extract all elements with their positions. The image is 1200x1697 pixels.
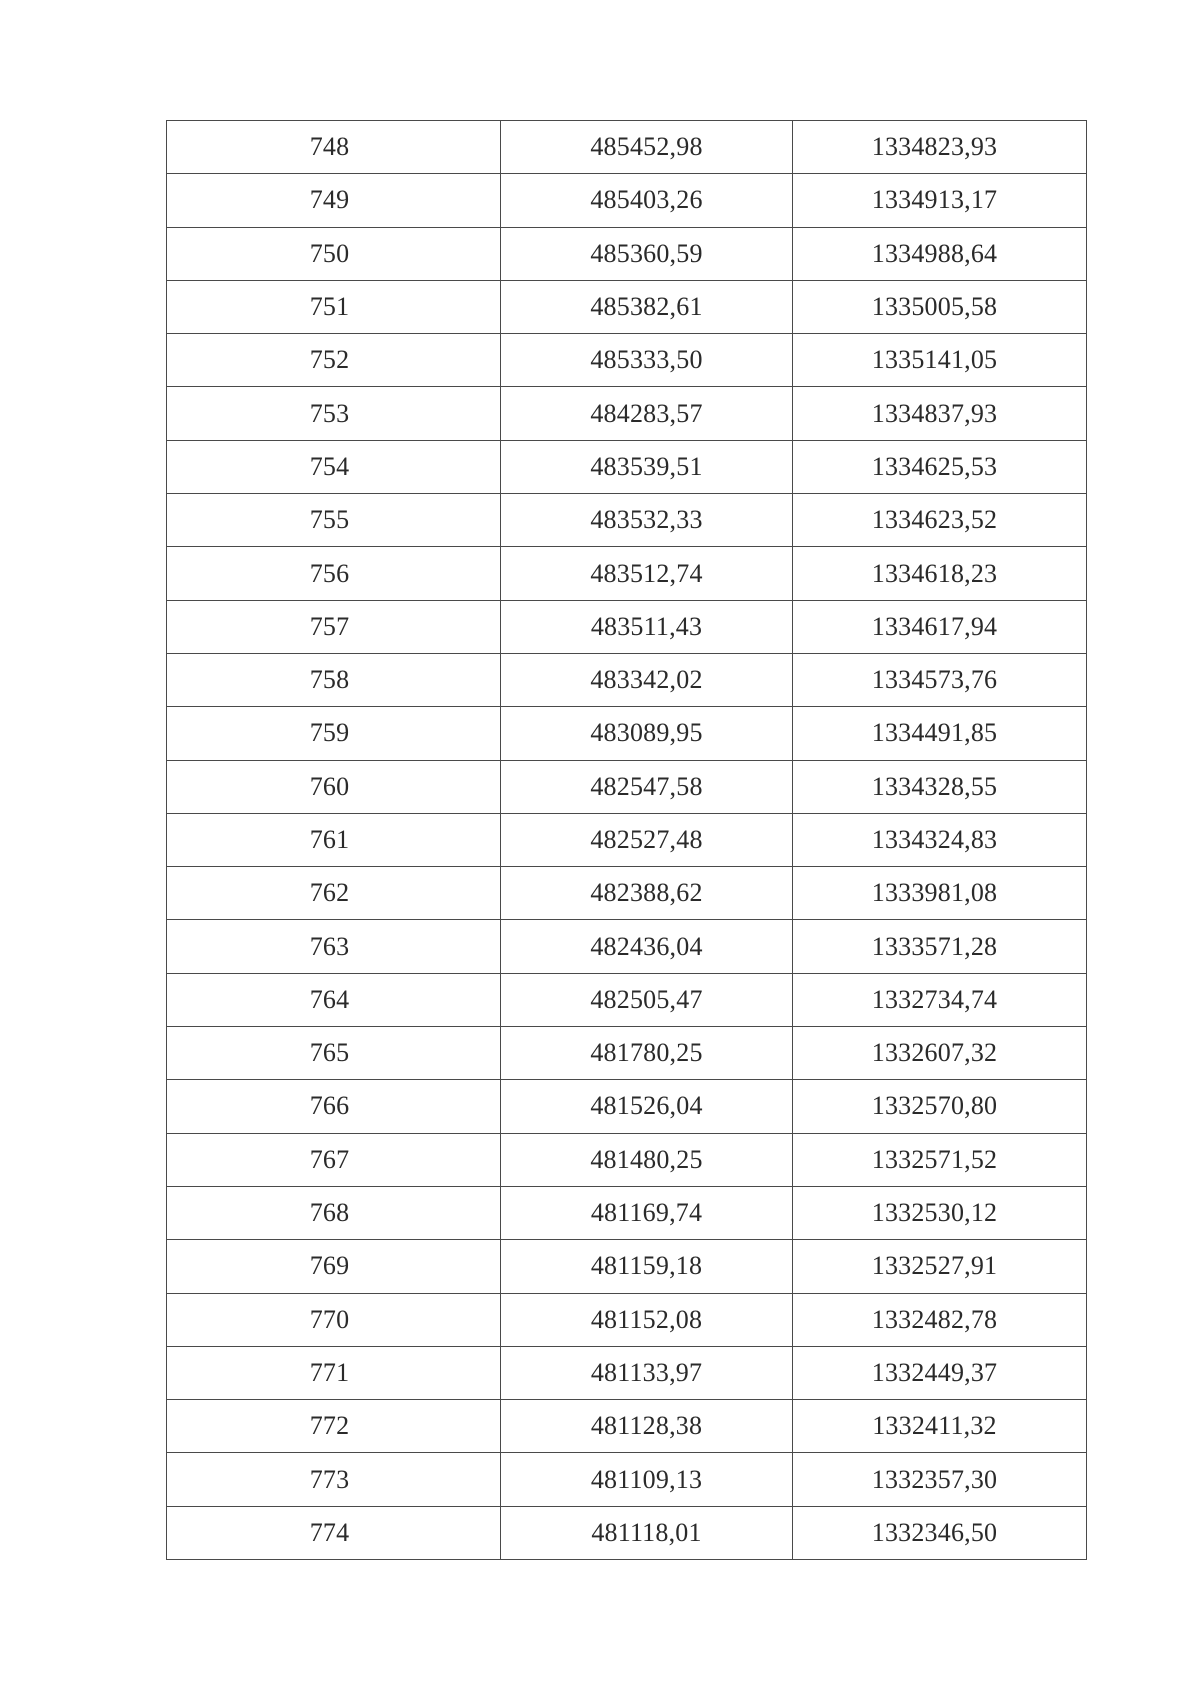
point-number-cell: 757	[167, 600, 501, 653]
x-coordinate-cell: 483532,33	[501, 494, 793, 547]
table-row	[167, 1133, 1087, 1186]
x-coordinate-cell: 481159,18	[501, 1240, 793, 1293]
table-row	[167, 227, 1087, 280]
y-coordinate-cell: 1333571,28	[793, 920, 1087, 973]
y-coordinate-cell: 1332527,91	[793, 1240, 1087, 1293]
y-coordinate-cell: 1332346,50	[793, 1506, 1087, 1559]
point-number-cell: 768	[167, 1186, 501, 1239]
x-coordinate-cell: 482547,58	[501, 760, 793, 813]
point-number-cell: 774	[167, 1506, 501, 1559]
y-coordinate-cell: 1332570,80	[793, 1080, 1087, 1133]
x-coordinate-cell: 484283,57	[501, 387, 793, 440]
y-coordinate-cell: 1333981,08	[793, 867, 1087, 920]
table-row	[167, 653, 1087, 706]
y-coordinate-cell: 1334324,83	[793, 813, 1087, 866]
table-row	[167, 1186, 1087, 1239]
x-coordinate-cell: 481152,08	[501, 1293, 793, 1346]
table-row	[167, 1400, 1087, 1453]
table-row	[167, 280, 1087, 333]
x-coordinate-cell: 485452,98	[501, 121, 793, 174]
table-row	[167, 1346, 1087, 1399]
point-number-cell: 765	[167, 1027, 501, 1080]
x-coordinate-cell: 485403,26	[501, 174, 793, 227]
y-coordinate-cell: 1332411,32	[793, 1400, 1087, 1453]
table-row	[167, 547, 1087, 600]
coordinates-table	[166, 120, 1087, 1560]
x-coordinate-cell: 483089,95	[501, 707, 793, 760]
y-coordinate-cell: 1332530,12	[793, 1186, 1087, 1239]
x-coordinate-cell: 481169,74	[501, 1186, 793, 1239]
table-row	[167, 867, 1087, 920]
table-row	[167, 1080, 1087, 1133]
point-number-cell: 756	[167, 547, 501, 600]
table-row	[167, 387, 1087, 440]
y-coordinate-cell: 1334328,55	[793, 760, 1087, 813]
x-coordinate-cell: 481133,97	[501, 1346, 793, 1399]
x-coordinate-cell: 482527,48	[501, 813, 793, 866]
point-number-cell: 767	[167, 1133, 501, 1186]
table-row	[167, 707, 1087, 760]
y-coordinate-cell: 1334491,85	[793, 707, 1087, 760]
point-number-cell: 760	[167, 760, 501, 813]
y-coordinate-cell: 1334988,64	[793, 227, 1087, 280]
y-coordinate-cell: 1334623,52	[793, 494, 1087, 547]
point-number-cell: 772	[167, 1400, 501, 1453]
table-row	[167, 920, 1087, 973]
x-coordinate-cell: 481526,04	[501, 1080, 793, 1133]
y-coordinate-cell: 1334837,93	[793, 387, 1087, 440]
point-number-cell: 751	[167, 280, 501, 333]
table-row	[167, 813, 1087, 866]
x-coordinate-cell: 483539,51	[501, 440, 793, 493]
point-number-cell: 759	[167, 707, 501, 760]
table-row	[167, 1027, 1087, 1080]
x-coordinate-cell: 483511,43	[501, 600, 793, 653]
x-coordinate-cell: 485360,59	[501, 227, 793, 280]
point-number-cell: 771	[167, 1346, 501, 1399]
x-coordinate-cell: 483342,02	[501, 653, 793, 706]
point-number-cell: 763	[167, 920, 501, 973]
coordinates-table-body	[167, 121, 1087, 1560]
y-coordinate-cell: 1334617,94	[793, 600, 1087, 653]
x-coordinate-cell: 483512,74	[501, 547, 793, 600]
x-coordinate-cell: 481780,25	[501, 1027, 793, 1080]
point-number-cell: 758	[167, 653, 501, 706]
y-coordinate-cell: 1334625,53	[793, 440, 1087, 493]
x-coordinate-cell: 481480,25	[501, 1133, 793, 1186]
point-number-cell: 750	[167, 227, 501, 280]
point-number-cell: 769	[167, 1240, 501, 1293]
table-row	[167, 440, 1087, 493]
point-number-cell: 770	[167, 1293, 501, 1346]
table-row	[167, 121, 1087, 174]
point-number-cell: 755	[167, 494, 501, 547]
x-coordinate-cell: 481118,01	[501, 1506, 793, 1559]
point-number-cell: 762	[167, 867, 501, 920]
x-coordinate-cell: 485333,50	[501, 334, 793, 387]
x-coordinate-cell: 482436,04	[501, 920, 793, 973]
y-coordinate-cell: 1334573,76	[793, 653, 1087, 706]
y-coordinate-cell: 1332607,32	[793, 1027, 1087, 1080]
table-row	[167, 1240, 1087, 1293]
y-coordinate-cell: 1334913,17	[793, 174, 1087, 227]
y-coordinate-cell: 1335141,05	[793, 334, 1087, 387]
table-row	[167, 494, 1087, 547]
table-row	[167, 1506, 1087, 1559]
x-coordinate-cell: 485382,61	[501, 280, 793, 333]
point-number-cell: 766	[167, 1080, 501, 1133]
y-coordinate-cell: 1332482,78	[793, 1293, 1087, 1346]
table-row	[167, 1293, 1087, 1346]
x-coordinate-cell: 482388,62	[501, 867, 793, 920]
point-number-cell: 752	[167, 334, 501, 387]
table-row	[167, 1453, 1087, 1506]
point-number-cell: 748	[167, 121, 501, 174]
x-coordinate-cell: 481128,38	[501, 1400, 793, 1453]
point-number-cell: 749	[167, 174, 501, 227]
y-coordinate-cell: 1332449,37	[793, 1346, 1087, 1399]
y-coordinate-cell: 1332571,52	[793, 1133, 1087, 1186]
table-row	[167, 600, 1087, 653]
y-coordinate-cell: 1332357,30	[793, 1453, 1087, 1506]
y-coordinate-cell: 1335005,58	[793, 280, 1087, 333]
point-number-cell: 764	[167, 973, 501, 1026]
point-number-cell: 753	[167, 387, 501, 440]
table-row	[167, 174, 1087, 227]
y-coordinate-cell: 1332734,74	[793, 973, 1087, 1026]
y-coordinate-cell: 1334823,93	[793, 121, 1087, 174]
point-number-cell: 761	[167, 813, 501, 866]
y-coordinate-cell: 1334618,23	[793, 547, 1087, 600]
point-number-cell: 754	[167, 440, 501, 493]
x-coordinate-cell: 481109,13	[501, 1453, 793, 1506]
point-number-cell: 773	[167, 1453, 501, 1506]
table-row	[167, 973, 1087, 1026]
x-coordinate-cell: 482505,47	[501, 973, 793, 1026]
table-row	[167, 334, 1087, 387]
table-row	[167, 760, 1087, 813]
